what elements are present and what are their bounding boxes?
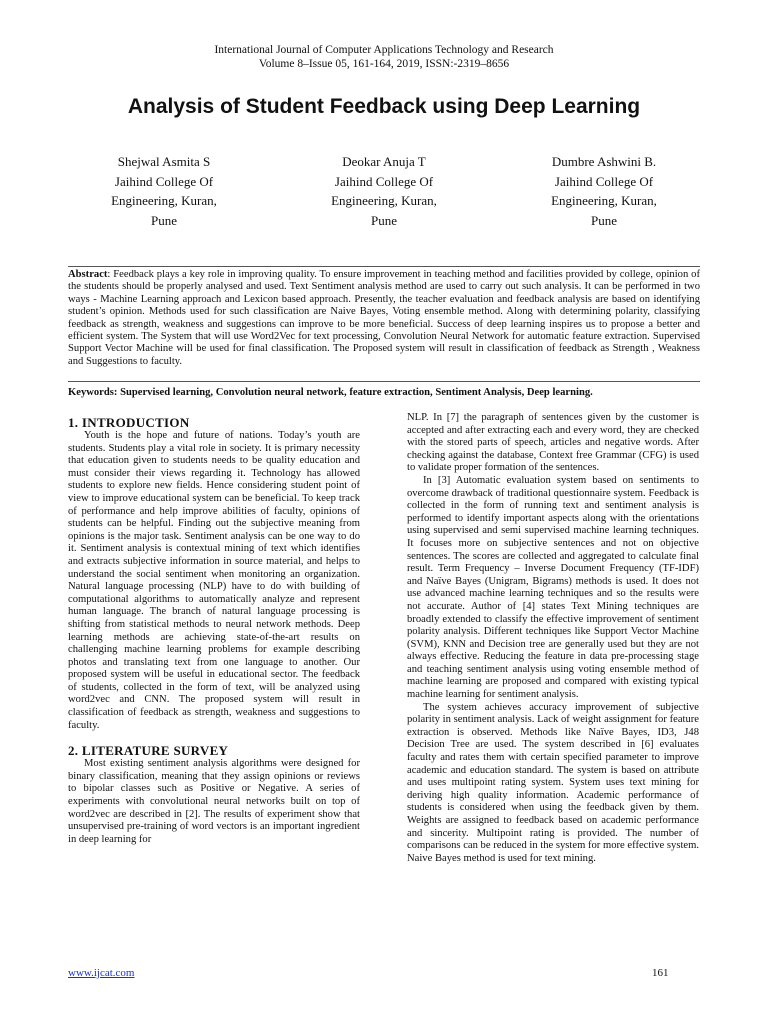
left-column bbox=[68, 415, 360, 846]
section-heading-literature-survey: 2. LITERATURE SURVEY bbox=[68, 743, 229, 759]
author-name: Shejwal Asmita S bbox=[117, 154, 211, 169]
right-column bbox=[407, 412, 699, 865]
author-city: Pune bbox=[151, 212, 177, 228]
author-1 bbox=[64, 152, 264, 230]
abstract-text: : Feedback plays a key role in improving quality. To ensure improvement in teaching method and facilities provided by college, opinion of the students should be properly analysed and used. Text Sentiment analysis method are used to carry out such analysis. It can be performed in two ways - Machine Learning approach and Lexicon based approach. Presently, the teacher evaluation and feedback analysis are based on identifying student’s opinion. Methods used for such classification are Naive Bayes, Voting ensemble method. Along with determining polarity, classifying feedback as strength, weakness and suggestions can improve to be more beneficial. Success of deep learning inspires us to propose a better and efficient system. The System that will use Word2Vec for text processing, Convolution Neural Network for automatic feature extraction. Supervised Support Vector Machine will be used for final classification. The Proposed system will result in classification of feedback as Strength , Weakness and Suggestions to faculty. bbox=[68, 269, 700, 367]
page-number: 161 bbox=[652, 967, 669, 979]
journal-website-link[interactable]: www.ijcat.com bbox=[68, 967, 135, 979]
journal-header bbox=[0, 43, 768, 71]
author-name: Deokar Anuja T bbox=[342, 154, 426, 169]
author-affiliation: Engineering, Kuran, bbox=[551, 193, 657, 208]
paragraph-automatic-evaluation: In [3] Automatic evaluation system based on sentiments to overcome drawback of traditional questionnaire system. Feedback is collected in the form of running text and sentiment analysis is performed to identify important aspects along with the orientations using supervised and semi supervised machine learning techniques. It focuses more on subjective sentences and not on objective sentences. The scores are collected and aggregated to calculate final result. Term Frequency – Inverse Document Frequency (TF-IDF) and Naïve Bayes (Unigram, Bigrams) methods is used. It does not use advanced machine learning techniques and so the results were not accurate. Author of [4] states Text Mining techniques are broadly extended to classify the effective improvement of sentiment polarity analysis. Different techniques like Support Vector Machine (SVM), KNN and Decision tree are generally used but they are not always effective. Reducing the feature in data pre-processing stage and teaching sentiment analysis using voting ensemble method of machine learning are proposed and compared with existing typical machine learning for sentiment analysis. bbox=[407, 474, 699, 701]
introduction-paragraph: Youth is the hope and future of nations. Today’s youth are students. Students play a vital role in society. It is primary necessity that education given to students needs to be quality education and must consider their views regarding it. Technology has allowed students to explore new fields. Hence considering student point of view to improve educational system can be beneficial. To keep track of performance and help improve abilities of faculty, opinions of students can be helpful. Finding out the subjective meaning from opinions is the major task. Sentiment analysis can be one way to do it. Sentiment analysis is contextual mining of text which identifies and extracts subjective information in source material, and helps to understand the social sentiment when monitoring an organization. Natural language processing (NLP) have to do with building of computational algorithms to automatically analyze and represent human language. The branch of natural language processing is shifting from statistical methods to neural network methods. Deep learning methods are achieving state-of-the-art results on challenging machine learning problems for example describing photos and translating text from one language to another. Our proposed system will be useful in educational sector. The feedback of students, collected in the form of text, will be analyzed using word2vec and CNN. The proposed system will result in classification of feedback as strength, weakness and suggestions to faculty. bbox=[68, 430, 360, 731]
author-name: Dumbre Ashwini B. bbox=[551, 154, 657, 169]
author-2 bbox=[284, 152, 484, 230]
author-affiliation: Engineering, Kuran, bbox=[331, 193, 437, 208]
paragraph-nlp: NLP. In [7] the paragraph of sentences given by the customer is accepted and after extracting each and every word, they are checked with the stored parts of speech, articles and negative words. After checking against the database, Context free Grammar (CFG) is used to validate proper formation of the sentences. bbox=[407, 412, 699, 474]
keywords bbox=[68, 386, 700, 399]
keywords-text: : Supervised learning, Convolution neural network, feature extraction, Sentiment Analysis, Deep learning. bbox=[113, 387, 593, 398]
author-affiliation: Jaihind College Of bbox=[114, 173, 214, 189]
author-city: Pune bbox=[371, 212, 397, 228]
literature-paragraph: Most existing sentiment analysis algorithms were designed for binary classification, meaning that they assign opinions or reviews to bipolar classes such as Positive or Negative. A series of experiments with convolutional neural networks built on top of word2vec are described in [2]. The results of experiment show that unsupervised pre-training of word vectors is an important ingredient in deep learning for bbox=[68, 758, 360, 845]
journal-volume: Volume 8–Issue 05, 161-164, 2019, ISSN:-2319–8656 bbox=[258, 58, 510, 70]
abstract bbox=[68, 269, 700, 368]
author-affiliation: Engineering, Kuran, bbox=[111, 193, 217, 208]
abstract-top-rule bbox=[68, 266, 700, 267]
author-affiliation: Jaihind College Of bbox=[554, 173, 654, 189]
section-heading-introduction: 1. INTRODUCTION bbox=[68, 415, 190, 430]
journal-name: International Journal of Computer Applications Technology and Research bbox=[214, 44, 554, 56]
paragraph-system-accuracy: The system achieves accuracy improvement of subjective polarity in sentiment analysis. Lack of weight assignment for feature extraction is observed. Methods like Naïve Bayes, ID3, J48 Decision Tree are used. The system described in [6] evaluates faculty and rates them with certain specified parameter to improve academic and education standard. The system is based on attribute and uses multipoint rating system. System uses text mining for deriving high quality information. Academic performance of students is considered when using the feedback given by them. Weights are assigned to feedback based on academic performance and sincerity. Multipoint rating is provided. The number of comparisons can be reduced in the system for more effective system. Naive Bayes method is used for text mining. bbox=[407, 701, 699, 864]
keywords-label: Keywords bbox=[68, 387, 114, 398]
abstract-label: Abstract bbox=[68, 269, 108, 280]
author-3 bbox=[504, 152, 704, 230]
abstract-bottom-rule bbox=[68, 381, 700, 382]
paper-title: Analysis of Student Feedback using Deep Learning bbox=[127, 95, 641, 118]
author-affiliation: Jaihind College Of bbox=[334, 173, 434, 189]
author-city: Pune bbox=[591, 212, 617, 228]
